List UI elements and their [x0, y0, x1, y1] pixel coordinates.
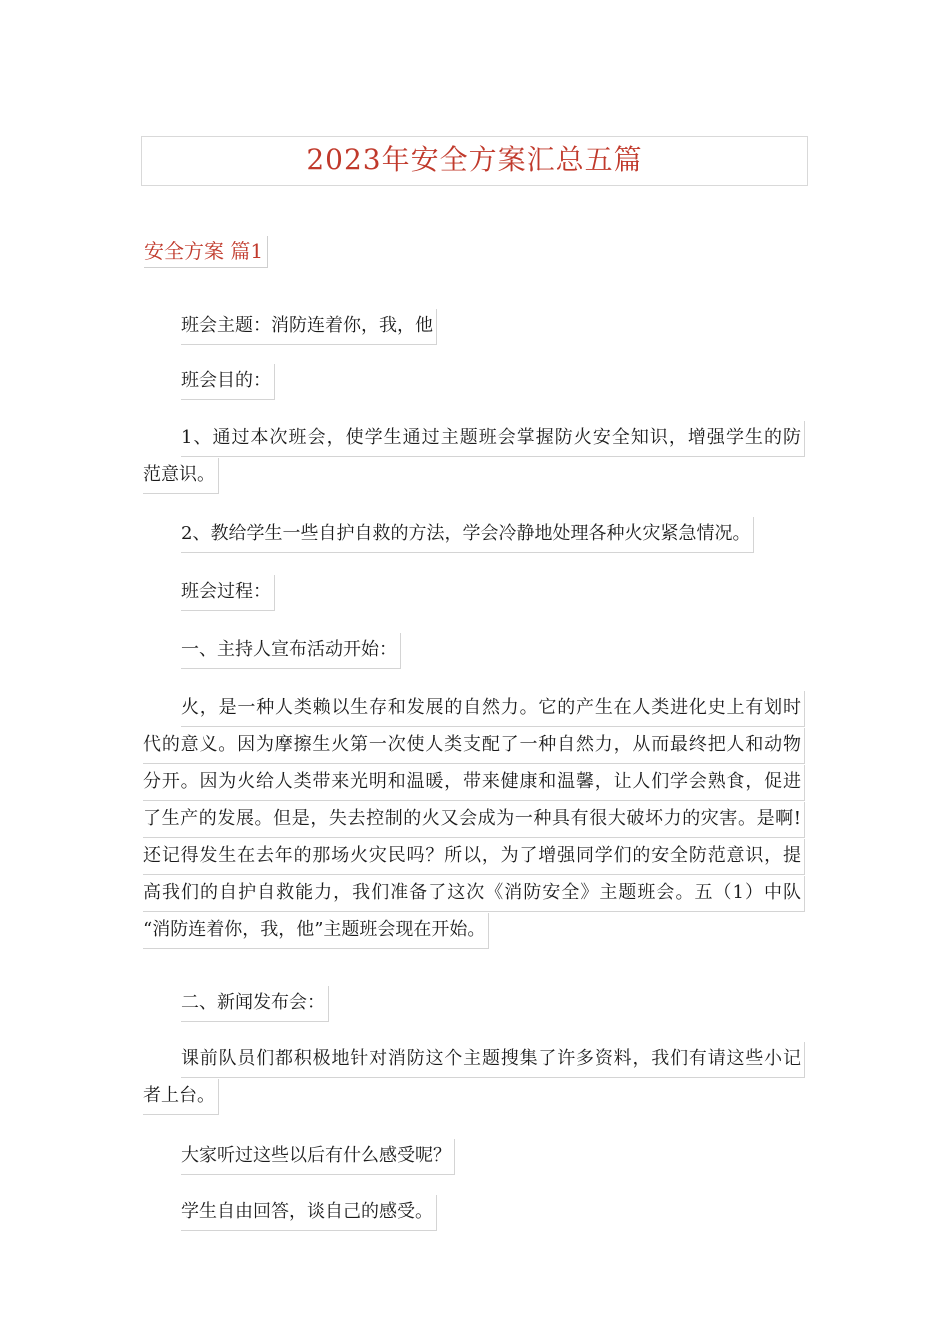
paragraph-class-goal: [143, 362, 805, 399]
text-line: 班会主题：消防连着你，我，他: [181, 309, 437, 345]
text-line: 高我们的自护自救能力，我们准备了这次《消防安全》主题班会。五（1）中队: [143, 876, 805, 912]
text-line: 分开。因为火给人类带来光明和温暖，带来健康和温馨，让人们学会熟食，促进: [143, 765, 805, 801]
text-line: 班会目的：: [181, 364, 275, 400]
paragraph-news: [143, 1040, 805, 1114]
paragraph-goal-2: [143, 515, 805, 552]
text-line: “消防连着你，我，他”主题班会现在开始。: [143, 913, 489, 949]
text-line: 代的意义。因为摩擦生火第一次使人类支配了一种自然力，从而最终把人和动物: [143, 728, 805, 764]
paragraph-class-theme: [143, 307, 805, 344]
paragraph-goal-1: [143, 419, 805, 493]
text-line: 火，是一种人类赖以生存和发展的自然力。它的产生在人类进化史上有划时: [181, 691, 805, 727]
paragraph-question: [143, 1137, 805, 1174]
text-line: 者上台。: [143, 1079, 219, 1115]
text-line: 还记得发生在去年的那场火灾民吗？所以，为了增强同学们的安全防范意识，提: [143, 839, 805, 875]
document-title: 2023年安全方案汇总五篇: [141, 136, 808, 186]
text-line: 范意识。: [143, 458, 219, 494]
text-line: 了生产的发展。但是，失去控制的火又会成为一种具有很大破坏力的灾害。是啊!: [143, 802, 805, 838]
text-line: 班会过程：: [181, 575, 275, 611]
text-line: 大家听过这些以后有什么感受呢？: [181, 1139, 455, 1175]
text-line: 二、新闻发布会：: [181, 986, 329, 1022]
text-line: 一、主持人宣布活动开始：: [181, 633, 401, 669]
paragraph-part-2: [143, 984, 805, 1021]
text-line: 2、教给学生一些自护自救的方法，学会冷静地处理各种火灾紧急情况。: [181, 517, 754, 553]
section-heading: 安全方案 篇1: [144, 236, 268, 268]
text-line: 1、通过本次班会，使学生通过主题班会掌握防火安全知识，增强学生的防: [181, 421, 805, 457]
paragraph-class-process: [143, 573, 805, 610]
text-line: 课前队员们都积极地针对消防这个主题搜集了许多资料，我们有请这些小记: [181, 1042, 805, 1078]
paragraph-part-1: [143, 631, 805, 668]
text-line: 学生自由回答，谈自己的感受。: [181, 1195, 437, 1231]
paragraph-answer: [143, 1193, 805, 1230]
paragraph-fire-intro: [143, 689, 805, 948]
